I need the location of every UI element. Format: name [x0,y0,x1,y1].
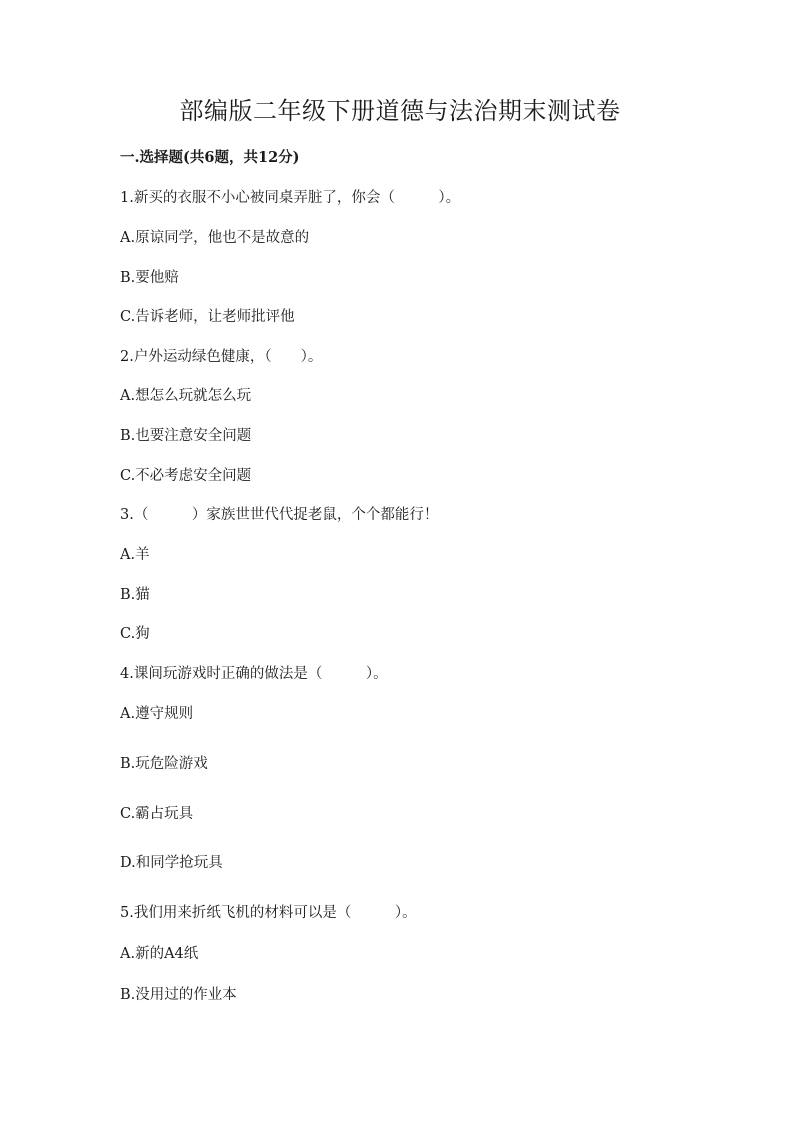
question-1-option-c: C.告诉老师，让老师批评他 [120,309,295,325]
question-1-option-b: B.要他赔 [120,270,179,286]
question-4-option-c: C.霸占玩具 [120,806,194,822]
question-3-option-b: B.猫 [120,587,150,603]
question-stem-2: 2.户外运动绿色健康，（ ）。 [120,349,323,365]
question-3-option-c: C.狗 [120,626,150,642]
question-3-option-a: A.羊 [120,547,150,563]
page-title: 部编版二年级下册道德与法治期末测试卷 [179,97,621,125]
question-5-option-b: B.没用过的作业本 [120,987,237,1003]
question-stem-1: 1.新买的衣服不小心被同桌弄脏了，你会（ ）。 [120,190,461,206]
question-4-option-a: A.遵守规则 [120,706,194,722]
question-2-option-b: B.也要注意安全问题 [120,428,252,444]
question-2-option-a: A.想怎么玩就怎么玩 [120,388,252,404]
question-4-option-d: D.和同学抢玩具 [120,855,223,871]
question-4-option-b: B.玩危险游戏 [120,756,208,772]
section-heading: 一.选择题(共6题，共12分) [120,149,300,166]
question-1-option-a: A.原谅同学，他也不是故意的 [120,230,310,246]
question-stem-3: 3.（ ）家族世世代代捉老鼠，个个都能行！ [120,507,439,523]
question-5-option-a: A.新的A4纸 [120,946,199,962]
question-stem-4: 4.课间玩游戏时正确的做法是（ ）。 [120,666,388,682]
question-2-option-c: C.不必考虑安全问题 [120,468,252,484]
question-stem-5: 5.我们用来折纸飞机的材料可以是（ ）。 [120,905,417,921]
